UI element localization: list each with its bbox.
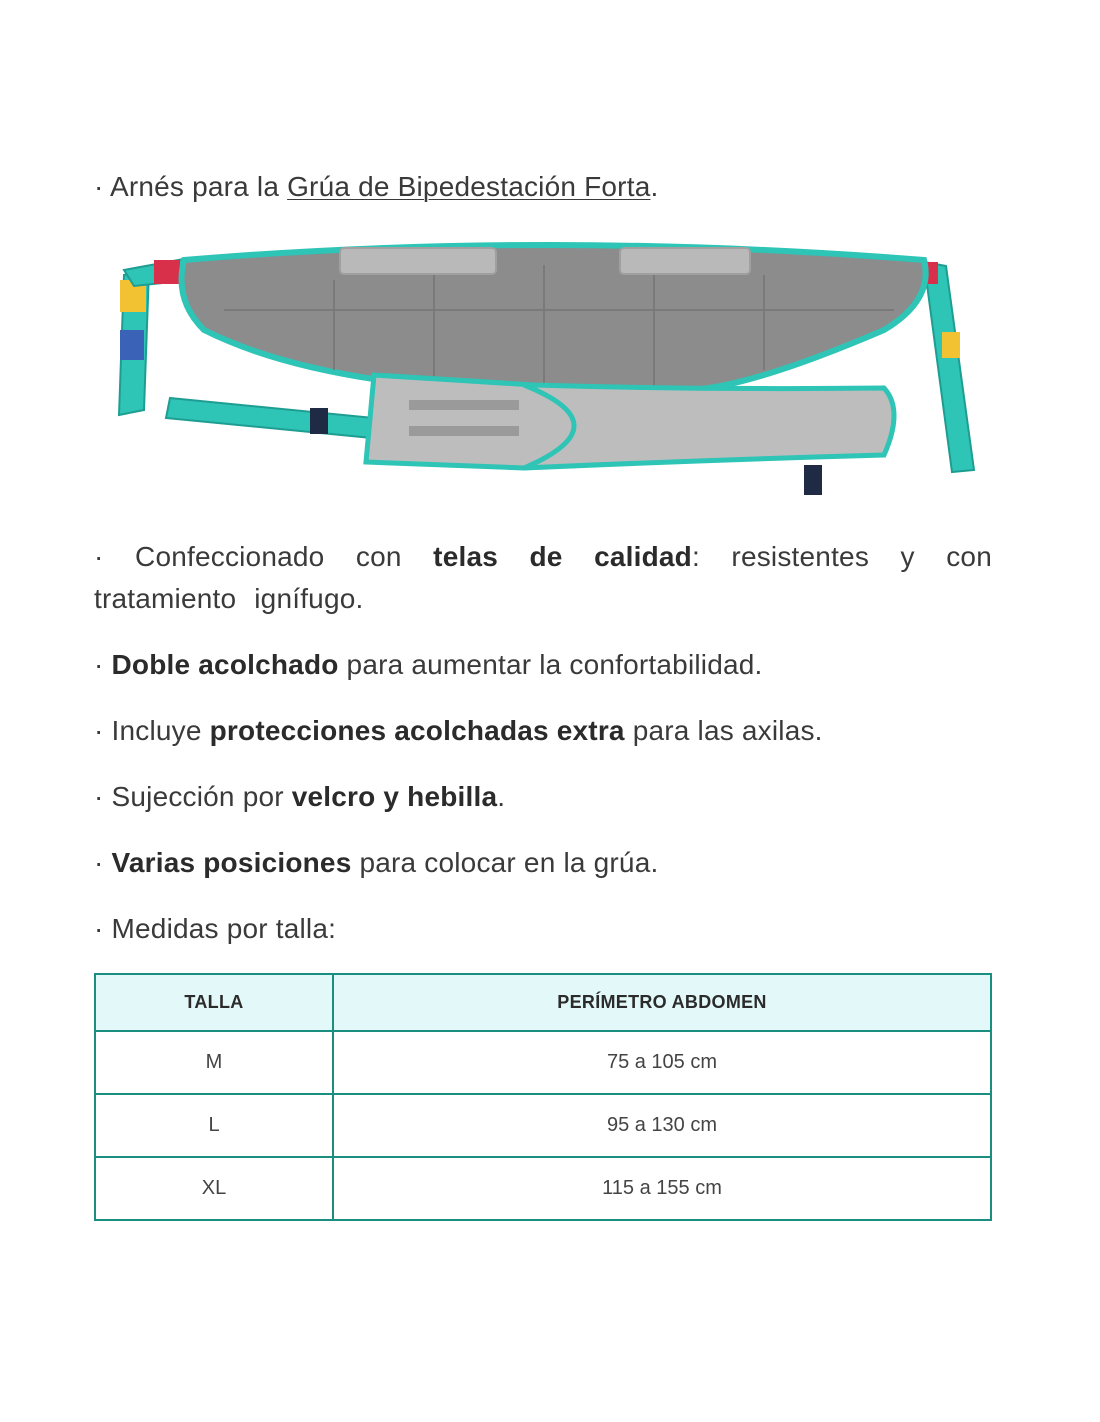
size-cell: M (95, 1031, 333, 1094)
size-table (94, 973, 992, 1221)
size-cell: L (95, 1094, 333, 1157)
feature-armpit-prefix: · Incluye (94, 715, 210, 746)
feature-fabrics-suffix: : resistentes y con tratamiento ignífugo. (94, 541, 992, 614)
belt-buckle (310, 408, 328, 434)
header-abdomen-perimeter: PERÍMETRO ABDOMEN (333, 974, 991, 1031)
table-row (95, 1031, 991, 1094)
perimeter-cell: 115 a 155 cm (333, 1157, 991, 1220)
feature-fastening-prefix: · Sujección por (94, 781, 292, 812)
crane-product-link[interactable]: Grúa de Bipedestación Forta (287, 171, 651, 202)
size-cell: XL (95, 1157, 333, 1220)
feature-positions-bold: Varias posiciones (111, 847, 352, 878)
left-strap-blue (120, 330, 144, 360)
perimeter-cell: 75 a 105 cm (333, 1031, 991, 1094)
feature-fastening (94, 776, 505, 818)
waist-belt (366, 375, 894, 468)
feature-double-padding-bold: Doble acolchado (111, 649, 339, 680)
feature-armpit-bold: protecciones acolchadas extra (209, 715, 625, 746)
intro-suffix: . (650, 171, 659, 202)
harness-product-image (104, 240, 994, 510)
intro-paragraph (94, 166, 992, 208)
header-size: TALLA (95, 974, 333, 1031)
right-strap-yellow (942, 332, 960, 358)
belt-strap (166, 398, 374, 438)
left-red-loop (154, 260, 180, 284)
feature-armpit-suffix: para las axilas. (624, 715, 823, 746)
belt-stripe-1 (409, 400, 519, 410)
feature-positions (94, 842, 658, 884)
feature-double-padding-suffix: para aumentar la confortabilidad. (338, 649, 763, 680)
feature-positions-suffix: para colocar en la grúa. (351, 847, 659, 878)
feature-double-padding (94, 644, 763, 686)
perimeter-cell: 95 a 130 cm (333, 1094, 991, 1157)
feature-fastening-suffix: . (497, 781, 506, 812)
feature-fastening-bold: velcro y hebilla (291, 781, 498, 812)
feature-double-padding-prefix: · (94, 649, 112, 680)
left-armpit-pad (340, 248, 496, 274)
size-table-header-row (95, 974, 991, 1031)
back-pad (182, 245, 926, 390)
right-strap (924, 262, 974, 472)
feature-fabrics (94, 536, 992, 620)
right-armpit-pad (620, 248, 750, 274)
measures-label: · Medidas por talla: (94, 913, 337, 944)
belt-stripe-2 (409, 426, 519, 436)
feature-armpit-protection (94, 710, 823, 752)
intro-prefix: · Arnés para la (94, 171, 288, 202)
feature-fabrics-bold: telas de calidad (433, 541, 692, 572)
feature-fabrics-prefix: · Confeccionado con (94, 541, 434, 572)
table-row (95, 1094, 991, 1157)
feature-positions-prefix: · (94, 847, 112, 878)
belt-end-clip (804, 465, 822, 495)
table-row (95, 1157, 991, 1220)
